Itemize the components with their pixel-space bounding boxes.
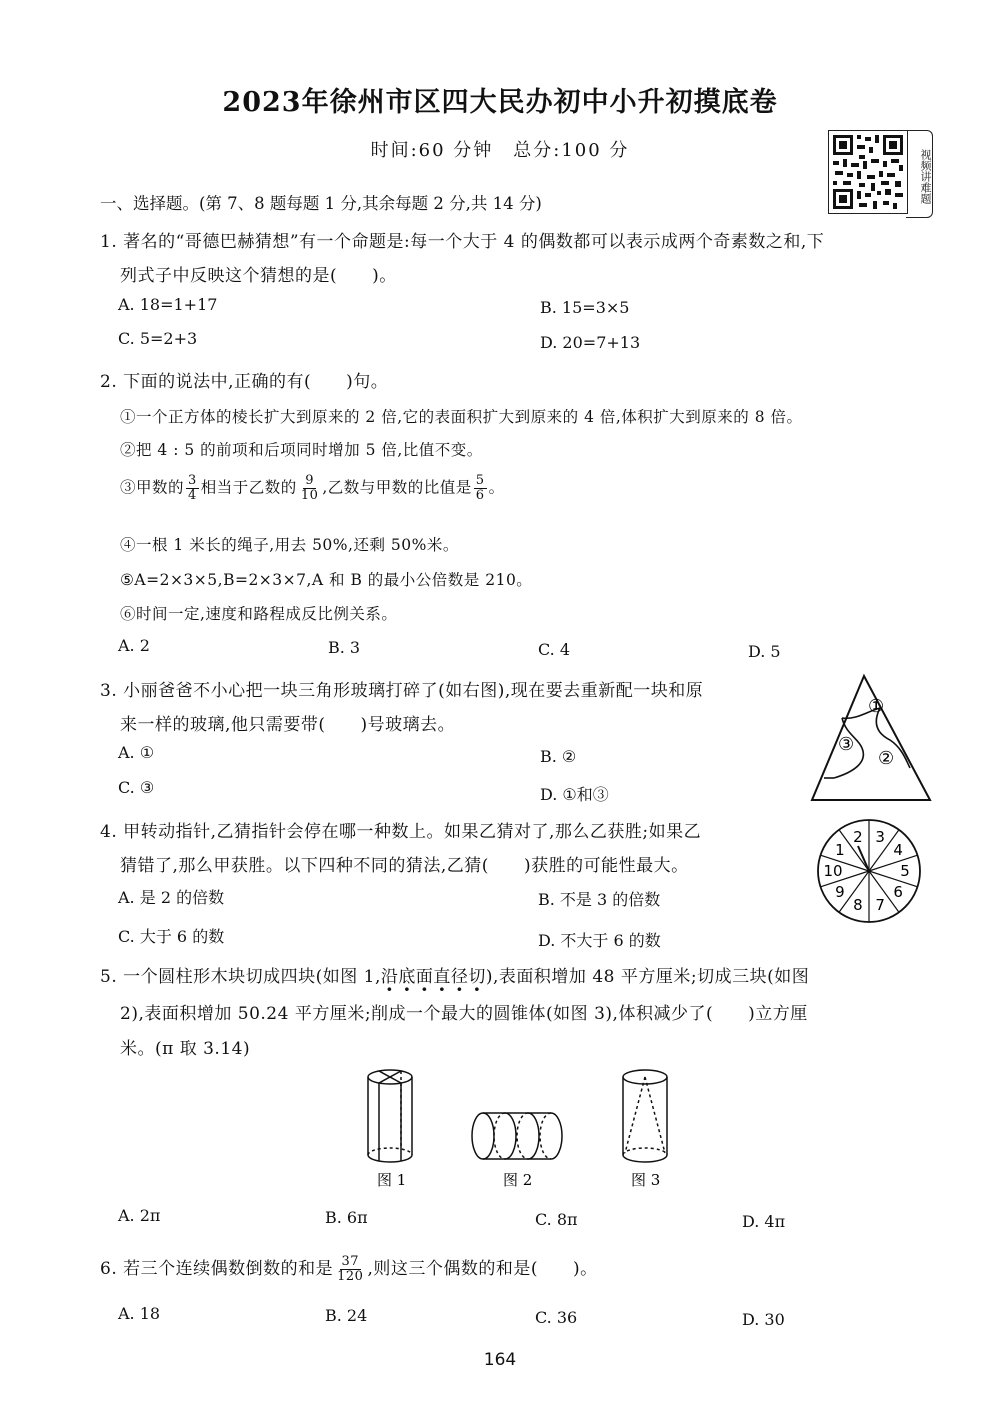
q4-line1: 4. 甲转动指针,乙猜指针会停在哪一种数上。如果乙猜对了,那么乙获胜;如果乙 bbox=[100, 822, 702, 842]
qr-tag: 视频讲难题 bbox=[906, 130, 933, 218]
q3-option-c: C. ③ bbox=[118, 778, 155, 797]
wheel-number: 6 bbox=[893, 883, 903, 902]
q4-option-d: D. 不大于 6 的数 bbox=[538, 931, 661, 950]
q6-option-b: B. 24 bbox=[325, 1306, 368, 1325]
qr-code-icon[interactable] bbox=[828, 130, 908, 214]
q2-statement-1: ①一个正方体的棱长扩大到原来的 2 倍,它的表面积扩大到原来的 4 倍,体积扩大到原来的 8 倍。 bbox=[120, 408, 803, 426]
q2-option-b: B. 3 bbox=[328, 638, 361, 657]
q3-line1: 3. 小丽爸爸不小心把一块三角形玻璃打碎了(如右图),现在要去重新配一块和原 bbox=[100, 681, 704, 701]
fraction: $\frac{37}{120}$ bbox=[337, 1254, 364, 1284]
q1-option-b: B. 15=3×5 bbox=[540, 298, 630, 317]
q6-option-d: D. 30 bbox=[742, 1310, 785, 1329]
emphasis-char: 底 bbox=[398, 967, 416, 987]
wheel-number: 3 bbox=[875, 827, 885, 846]
q2-stem: 2. 下面的说法中,正确的有( )句。 bbox=[100, 372, 389, 392]
emphasis-char: 直 bbox=[433, 967, 451, 987]
emphasis-char: 面 bbox=[415, 967, 434, 987]
q2-option-c: C. 4 bbox=[538, 640, 571, 659]
q3-option-b: B. ② bbox=[540, 747, 577, 766]
q2-statement-4: ④一根 1 米长的绳子,用去 50%,还剩 50%米。 bbox=[120, 536, 459, 554]
emphasis-char: 切 bbox=[468, 967, 486, 987]
spinner-wheel-figure bbox=[814, 816, 924, 926]
q5-line3: 米。(π 取 3.14) bbox=[120, 1039, 251, 1059]
figure-3-label: 图 3 bbox=[631, 1171, 661, 1189]
cylinder-figures bbox=[355, 1065, 685, 1195]
q4-option-b: B. 不是 3 的倍数 bbox=[538, 890, 661, 909]
section-heading: 一、选择题。(第 7、8 题每题 1 分,其余每题 2 分,共 14 分) bbox=[100, 194, 542, 213]
piece-label-1: ① bbox=[868, 696, 885, 717]
wheel-number: 10 bbox=[823, 862, 843, 880]
q3-line2: 来一样的玻璃,他只需要带( )号玻璃去。 bbox=[120, 715, 456, 735]
page-number: 164 bbox=[483, 1350, 517, 1370]
q4-line2: 猜错了,那么甲获胜。以下四种不同的猜法,乙猜( )获胜的可能性最大。 bbox=[120, 856, 689, 876]
q2-option-a: A. 2 bbox=[118, 636, 150, 655]
q5-line2: 2),表面积增加 50.24 平方厘米;削成一个最大的圆锥体(如图 3),体积减少了( )立方厘 bbox=[120, 1004, 808, 1024]
q6-stem: 6. 若三个连续偶数倒数的和是 $\frac{37}{120}$ ,则这三个偶数的和是( )。 bbox=[100, 1254, 598, 1284]
q2-statement-5: ⑤A=2×3×5,B=2×3×7,A 和 B 的最小公倍数是 210。 bbox=[120, 571, 533, 589]
wheel-number: 5 bbox=[900, 862, 910, 880]
wheel-number: 2 bbox=[853, 827, 863, 846]
q3-option-a: A. ① bbox=[118, 743, 155, 762]
page-title: 2023年徐州市区四大民办初中小升初摸底卷 bbox=[222, 87, 778, 118]
q3-option-d: D. ①和③ bbox=[540, 785, 609, 804]
emphasis-dotted-text bbox=[381, 967, 486, 987]
q6-option-c: C. 36 bbox=[535, 1308, 578, 1327]
q1-option-c: C. 5=2+3 bbox=[118, 329, 198, 348]
page-subtitle: 时间:60 分钟 总分:100 分 bbox=[370, 140, 630, 161]
fraction: $\frac{5}{6}$ bbox=[475, 473, 485, 503]
piece-label-3: ③ bbox=[838, 734, 855, 755]
wheel-number: 8 bbox=[853, 896, 863, 915]
cylinder-figure-1 bbox=[368, 1070, 412, 1162]
q1-option-a: A. 18=1+17 bbox=[118, 295, 218, 314]
q5-option-c: C. 8π bbox=[535, 1210, 578, 1229]
q2-option-d: D. 5 bbox=[748, 642, 781, 661]
q2-statement-2: ②把 4 : 5 的前项和后项同时增加 5 倍,比值不变。 bbox=[120, 441, 483, 459]
emphasis-char: 沿 bbox=[380, 967, 399, 987]
figure-2-label: 图 2 bbox=[503, 1171, 533, 1189]
q5-line1: 5. 一个圆柱形木块切成四块(如图 1,沿底面直径切),表面积增加 48 平方厘米;切成三块(如图 bbox=[100, 967, 810, 987]
piece-label-2: ② bbox=[878, 748, 895, 769]
q6-option-a: A. 18 bbox=[118, 1304, 161, 1323]
q4-option-a: A. 是 2 的倍数 bbox=[118, 888, 225, 907]
q1-line1: 1. 著名的“哥德巴赫猜想”有一个命题是:每一个大于 4 的偶数都可以表示成两个奇素数之和,下 bbox=[100, 232, 825, 252]
broken-triangle-figure bbox=[806, 668, 956, 808]
emphasis-char: 径 bbox=[450, 967, 469, 987]
fraction: $\frac{3}{4}$ bbox=[188, 473, 197, 503]
fraction: $\frac{9}{10}$ bbox=[300, 473, 319, 503]
wheel-number: 4 bbox=[893, 840, 903, 859]
q4-option-c: C. 大于 6 的数 bbox=[118, 927, 225, 946]
q5-option-b: B. 6π bbox=[325, 1208, 368, 1227]
q2-statement-6: ⑥时间一定,速度和路程成反比例关系。 bbox=[120, 605, 398, 623]
q1-line2: 列式子中反映这个猜想的是( )。 bbox=[120, 266, 397, 286]
q1-option-d: D. 20=7+13 bbox=[540, 333, 641, 352]
q5-option-d: D. 4π bbox=[742, 1212, 786, 1231]
cylinder-figure-2 bbox=[472, 1113, 562, 1159]
q2-statement-3: ③甲数的 $\frac{3}{4}$ 相当于乙数的 $\frac{9}{10}$ ,乙数与甲数的比值是 $\frac{5}{6}$ 。 bbox=[120, 473, 505, 503]
wheel-number: 9 bbox=[835, 883, 845, 902]
q5-option-a: A. 2π bbox=[118, 1206, 161, 1225]
figure-1-label: 图 1 bbox=[377, 1171, 407, 1189]
wheel-number: 7 bbox=[875, 896, 885, 915]
wheel-number: 1 bbox=[835, 840, 845, 859]
cone-in-cylinder-figure-3 bbox=[623, 1070, 667, 1162]
